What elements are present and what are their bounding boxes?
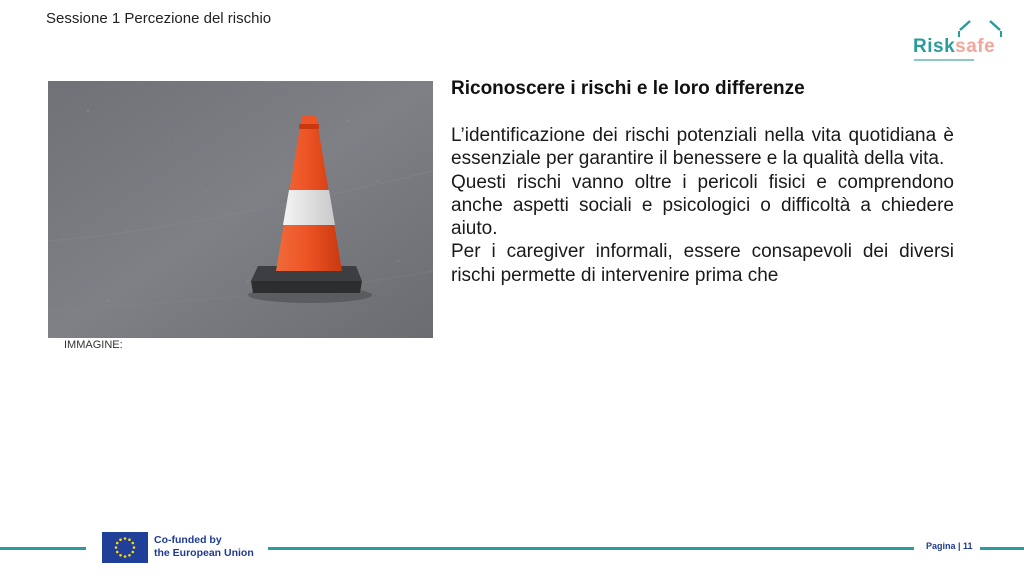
eu-star bbox=[119, 554, 122, 557]
logo-wordmark bbox=[913, 36, 995, 58]
eu-star bbox=[128, 538, 131, 541]
eu-star bbox=[119, 538, 122, 541]
eu-flag-icon bbox=[102, 532, 148, 563]
logo-part-risk: Risk bbox=[913, 36, 956, 57]
footer-divider bbox=[0, 547, 86, 550]
eu-funding-line: the European Union bbox=[154, 547, 254, 559]
eu-star bbox=[131, 551, 134, 554]
paragraph: L’identificazione dei rischi potenziali nella vita quotidiana è essenziale per garantire il benessere e la qualità della vita. bbox=[451, 125, 954, 170]
paragraph: Questi rischi vanno oltre i pericoli fisici e comprendono anche aspetti sociali e psicologici o difficoltà a chiedere aiuto. bbox=[451, 171, 954, 240]
logo-part-safe: safe bbox=[955, 36, 996, 57]
eu-star bbox=[128, 554, 131, 557]
eu-star bbox=[131, 542, 134, 545]
page-number: Pagina | 11 bbox=[926, 541, 973, 551]
section-heading: Riconoscere i rischi e le loro differenze bbox=[451, 78, 805, 99]
logo-tagline bbox=[914, 59, 974, 61]
eu-funding-line: Co-funded by bbox=[154, 534, 222, 546]
eu-funding-label bbox=[154, 534, 254, 560]
image-caption: IMMAGINE: bbox=[64, 339, 123, 351]
eu-star bbox=[115, 546, 118, 549]
eu-star bbox=[124, 537, 127, 540]
eu-star bbox=[124, 555, 127, 558]
risksafe-logo bbox=[912, 18, 1008, 64]
paragraph: Per i caregiver informali, essere consapevoli dei diversi rischi permette di intervenire prima che bbox=[451, 241, 954, 286]
body-text bbox=[451, 124, 954, 316]
traffic-cone-photo bbox=[48, 81, 433, 338]
footer-divider bbox=[268, 547, 914, 550]
eu-star bbox=[133, 546, 136, 549]
footer-divider bbox=[980, 547, 1024, 550]
house-roof-icon bbox=[956, 18, 1004, 38]
eu-star bbox=[116, 542, 119, 545]
eu-star bbox=[116, 551, 119, 554]
session-title: Sessione 1 Percezione del rischio bbox=[46, 10, 272, 27]
